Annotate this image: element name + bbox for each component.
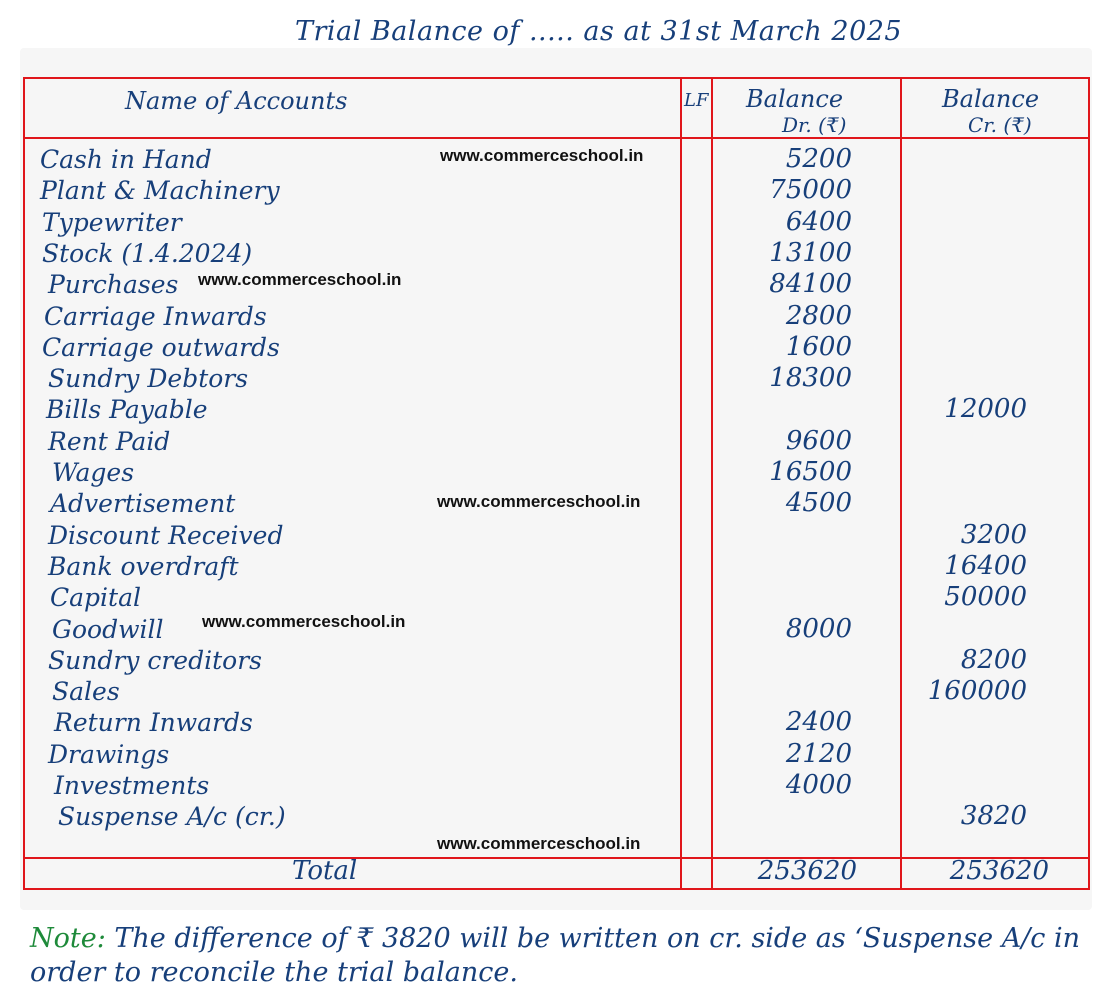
account-name: Typewriter [42,208,182,237]
account-name: Wages [52,458,135,487]
credit-amount: 160000 [927,676,1027,706]
watermark: www.commerceschool.in [202,612,406,631]
account-name: Bills Payable [46,395,208,424]
total-dr: 253620 [757,856,857,886]
debit-amount: 2800 [785,301,852,331]
account-name: Advertisement [50,489,236,518]
account-name: Investments [54,771,210,800]
debit-amount: 16500 [769,457,852,487]
debit-amount: 18300 [769,363,852,393]
debit-amount: 6400 [785,207,852,237]
table-row [0,801,1113,832]
header-dr-line2: Dr. (₹) [782,113,847,137]
table-row [0,269,1113,300]
account-name: Rent Paid [48,427,171,456]
account-name: Sundry creditors [48,646,262,675]
account-name: Stock (1.4.2024) [42,239,253,268]
credit-amount: 50000 [944,582,1027,612]
account-name: Capital [50,583,141,612]
account-name: Bank overdraft [48,552,239,581]
account-name: Cash in Hand [40,145,212,174]
debit-amount: 2400 [785,707,852,737]
header-name-of-accounts: Name of Accounts [125,87,348,115]
total-cr: 253620 [949,856,1049,886]
table-row [0,301,1113,332]
credit-amount: 8200 [960,645,1027,675]
table-row [0,770,1113,801]
debit-amount: 5200 [785,144,852,174]
credit-amount: 16400 [944,551,1027,581]
header-dr-line1: Balance [746,85,844,113]
table-row [0,175,1113,206]
table-row [0,614,1113,645]
note-label: Note: [30,923,106,954]
table-row [0,551,1113,582]
table-row [0,426,1113,457]
debit-amount: 1600 [785,332,852,362]
account-name: Suspense A/c (cr.) [58,802,286,831]
account-name: Drawings [48,740,170,769]
account-name: Carriage outwards [42,333,280,362]
table-row [0,238,1113,269]
account-name: Purchases [48,270,179,299]
header-cr-line2: Cr. (₹) [968,113,1032,137]
table-row [0,207,1113,238]
table-row [0,707,1113,738]
debit-amount: 9600 [785,426,852,456]
note [30,922,1100,990]
note-text: The difference of ₹ 3820 will be written on cr. side as ‘Suspense A/c in order to reconcile the trial balance. [30,923,1081,988]
table-row [0,457,1113,488]
table-row [0,676,1113,707]
debit-amount: 4000 [785,770,852,800]
credit-amount: 12000 [944,394,1027,424]
table-row [0,363,1113,394]
total-label: Total [292,856,358,886]
table-row [0,582,1113,613]
table-row [0,332,1113,363]
account-name: Discount Received [48,521,284,550]
table-row [0,394,1113,425]
watermark: www.commerceschool.in [440,146,644,165]
debit-amount: 75000 [769,175,852,205]
watermark: www.commerceschool.in [437,492,641,511]
debit-amount: 4500 [785,488,852,518]
account-name: Sundry Debtors [48,364,249,393]
account-name: Return Inwards [54,708,253,737]
debit-amount: 13100 [769,238,852,268]
page-title: Trial Balance of ..... as at 31st March 2025 [295,16,903,47]
header-cr-line1: Balance [942,85,1040,113]
watermark: www.commerceschool.in [198,270,402,289]
account-name: Carriage Inwards [44,302,267,331]
table-row [0,520,1113,551]
credit-amount: 3820 [960,801,1027,831]
debit-amount: 84100 [769,269,852,299]
table-row [0,739,1113,770]
debit-amount: 2120 [785,739,852,769]
credit-amount: 3200 [960,520,1027,550]
account-name: Plant & Machinery [40,176,280,205]
header-lf: LF [684,90,709,111]
table-row [0,645,1113,676]
account-name: Goodwill [52,615,164,644]
watermark: www.commerceschool.in [437,834,641,853]
debit-amount: 8000 [785,614,852,644]
account-name: Sales [52,677,120,706]
